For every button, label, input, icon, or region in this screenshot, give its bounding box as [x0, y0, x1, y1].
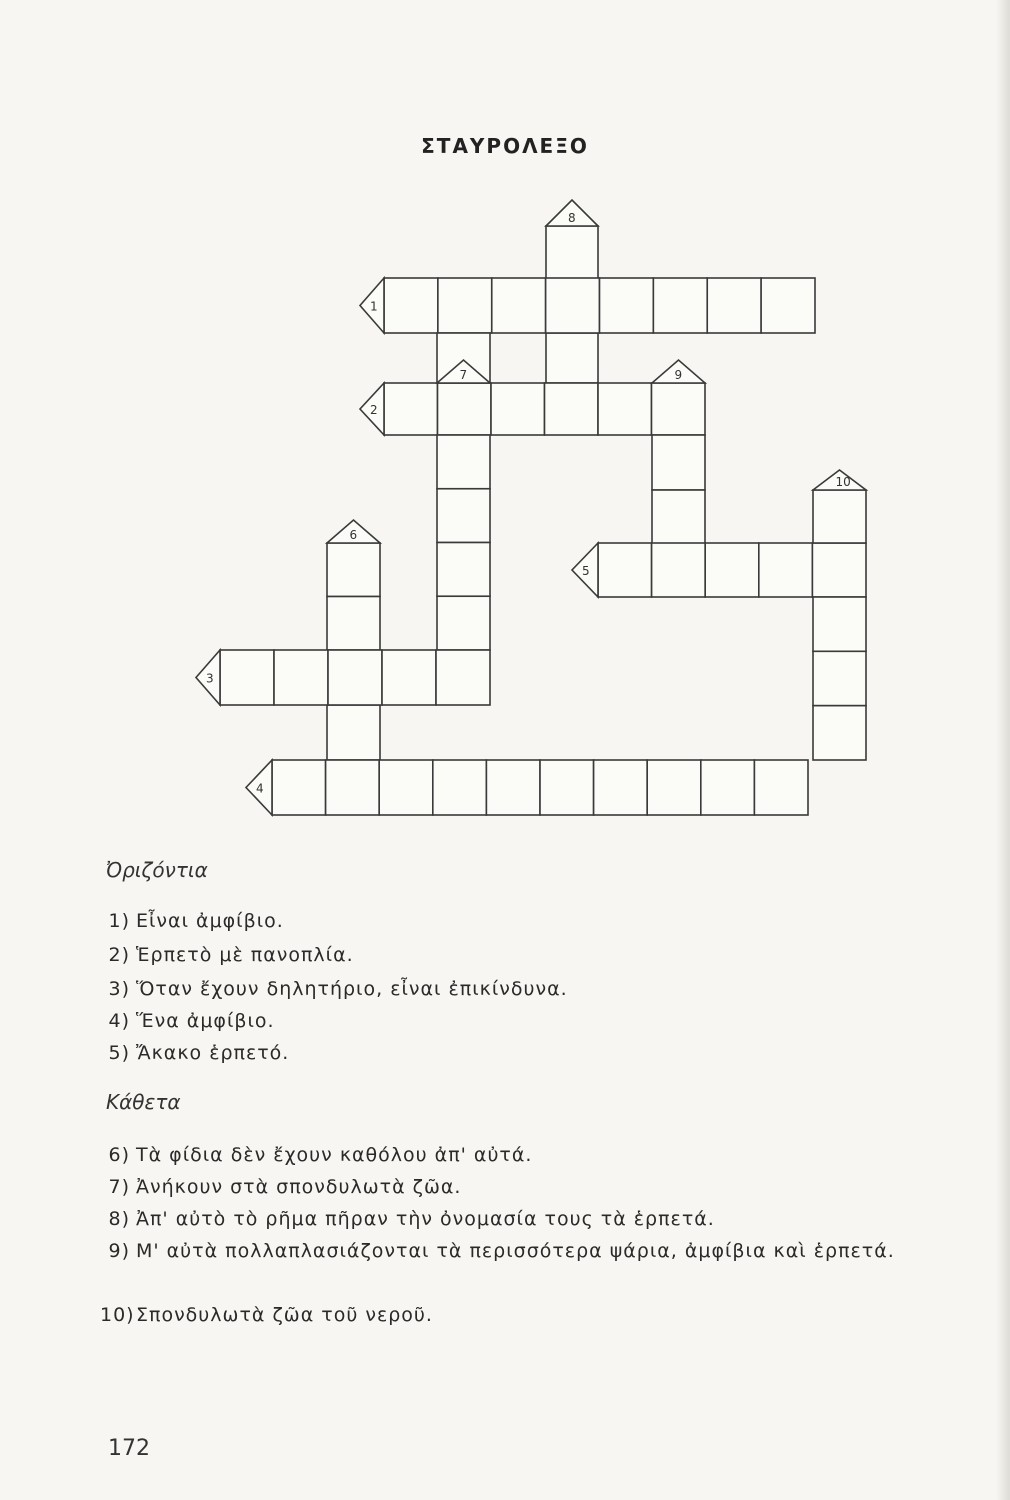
crossword-cell: [384, 383, 438, 435]
down-clue-9: [100, 1236, 976, 1266]
crossword-cell: [813, 490, 866, 543]
clue-text: Ἀνήκουν στὰ σπονδυλωτὰ ζῶα.: [136, 1176, 462, 1198]
crossword-cell: [486, 760, 540, 815]
crossword-cell: [326, 760, 380, 815]
crossword-cell: [436, 650, 490, 705]
crossword-cell: [652, 383, 706, 435]
clue-number: 4): [108, 1010, 130, 1032]
crossword-cell: [652, 490, 705, 545]
clue-marker-a2: [360, 383, 384, 435]
down-heading: Κάθετα: [106, 1090, 181, 1114]
crossword-cell: [546, 226, 598, 280]
clue-number: 9): [108, 1240, 130, 1262]
down-clue-8: [100, 1208, 715, 1230]
clue-marker-label: 10: [835, 475, 851, 489]
across-clue-4: [100, 1010, 275, 1032]
crossword-cell: [274, 650, 328, 705]
crossword-cell: [546, 333, 598, 383]
crossword-cell: [598, 383, 652, 435]
clue-number: 2): [108, 944, 130, 966]
crossword-cell: [327, 597, 380, 651]
crossword-cell: [812, 543, 866, 597]
page-number: 172: [108, 1436, 150, 1461]
clue-marker-d10: [813, 470, 866, 490]
clue-number: 8): [108, 1208, 130, 1230]
crossword-cell: [652, 543, 706, 597]
clue-marker-d8: [546, 200, 598, 226]
clue-text: Μ' αὐτὰ πολλαπλασιάζονται τὰ περισσότερα ψάρια, ἀμφίβια καὶ ἑρπετά.: [136, 1240, 895, 1262]
clue-text: Ἕνα ἀμφίβιο.: [136, 1010, 275, 1032]
clue-marker-a5: [572, 543, 598, 597]
crossword-cell: [328, 650, 382, 705]
crossword-cell: [701, 760, 755, 815]
clue-marker-d9: [652, 360, 705, 383]
crossword-cell: [492, 278, 546, 333]
crossword-cell: [598, 543, 652, 597]
crossword-cell: [653, 278, 707, 333]
down-clue-7: [100, 1176, 461, 1198]
clue-marker-a4: [246, 760, 272, 815]
crossword-cell: [707, 278, 761, 333]
crossword-cell: [433, 760, 487, 815]
clue-marker-label: 5: [582, 564, 590, 578]
crossword-cell: [594, 760, 648, 815]
crossword-cell: [382, 650, 436, 705]
clue-marker-d6: [327, 520, 380, 543]
crossword-cell: [545, 383, 599, 435]
clue-number: 5): [108, 1042, 130, 1064]
crossword-cell: [546, 278, 600, 333]
across-clue-2: [100, 944, 354, 966]
crossword-cells: [220, 226, 866, 815]
clue-marker-label: 7: [459, 368, 468, 382]
across-heading: Ὀριζόντια: [106, 858, 208, 882]
crossword-cell: [438, 278, 492, 333]
across-clue-1: [100, 910, 284, 932]
crossword-cell: [437, 543, 490, 597]
crossword-cell: [437, 596, 490, 650]
crossword-cell: [705, 543, 759, 597]
crossword-cell: [813, 706, 866, 760]
crossword-cell: [491, 383, 545, 435]
clue-text: Ἄκακο ἑρπετό.: [136, 1042, 290, 1064]
crossword-cell: [220, 650, 274, 705]
crossword-cell: [754, 760, 808, 815]
crossword-cell: [761, 278, 815, 333]
clue-text: Τὰ φίδια δὲν ἔχουν καθόλου ἀπ' αὐτά.: [136, 1144, 533, 1166]
crossword-cell: [327, 543, 380, 597]
crossword-cell: [540, 760, 594, 815]
clue-text: Σπονδυλωτὰ ζῶα τοῦ νεροῦ.: [136, 1304, 433, 1326]
crossword-cell: [437, 435, 490, 489]
clue-marker-a1: [360, 278, 384, 333]
page-title: ΣΤΑΥΡΟΛΕΞΟ: [421, 134, 589, 158]
clue-marker-label: 1: [370, 299, 378, 314]
crossword-cell: [652, 435, 705, 490]
clue-marker-label: 6: [349, 528, 358, 542]
clue-text: Ἀπ' αὐτὸ τὸ ρῆμα πῆραν τὴν ὀνομασία τους τὰ ἑρπετά.: [136, 1208, 715, 1230]
crossword-cell: [647, 760, 701, 815]
clue-marker-label: 3: [206, 671, 214, 686]
clue-number: 6): [108, 1144, 130, 1166]
crossword-cell: [438, 383, 492, 435]
clue-number: 3): [108, 978, 130, 1000]
clue-number: 10): [100, 1304, 135, 1326]
crossword-cell: [600, 278, 654, 333]
across-clue-3: [100, 978, 568, 1000]
clue-text: Εἶναι ἀμφίβιο.: [136, 910, 284, 932]
clue-text: Ἑρπετὸ μὲ πανοπλία.: [136, 944, 354, 966]
crossword-cell: [813, 597, 866, 651]
clue-marker-label: 9: [674, 368, 683, 382]
crossword-cell: [327, 705, 380, 760]
crossword-cell: [759, 543, 813, 597]
crossword-cell: [272, 760, 326, 815]
clue-marker-a3: [196, 650, 220, 705]
clue-number: 1): [108, 910, 130, 932]
across-clue-5: [100, 1042, 289, 1064]
crossword-cell: [437, 489, 490, 543]
crossword-cell: [379, 760, 433, 815]
down-clue-6: [100, 1144, 532, 1166]
clue-text: Ὅταν ἔχουν δηλητήριο, εἶναι ἐπικίνδυνα.: [136, 978, 568, 1000]
clue-marker-label: 4: [256, 781, 264, 796]
clue-number: 7): [108, 1176, 130, 1198]
clue-marker-label: 8: [568, 211, 576, 225]
crossword-cell: [813, 651, 866, 705]
crossword-cell: [384, 278, 438, 333]
clue-marker-label: 2: [370, 403, 378, 417]
down-clue-10: [100, 1304, 433, 1326]
